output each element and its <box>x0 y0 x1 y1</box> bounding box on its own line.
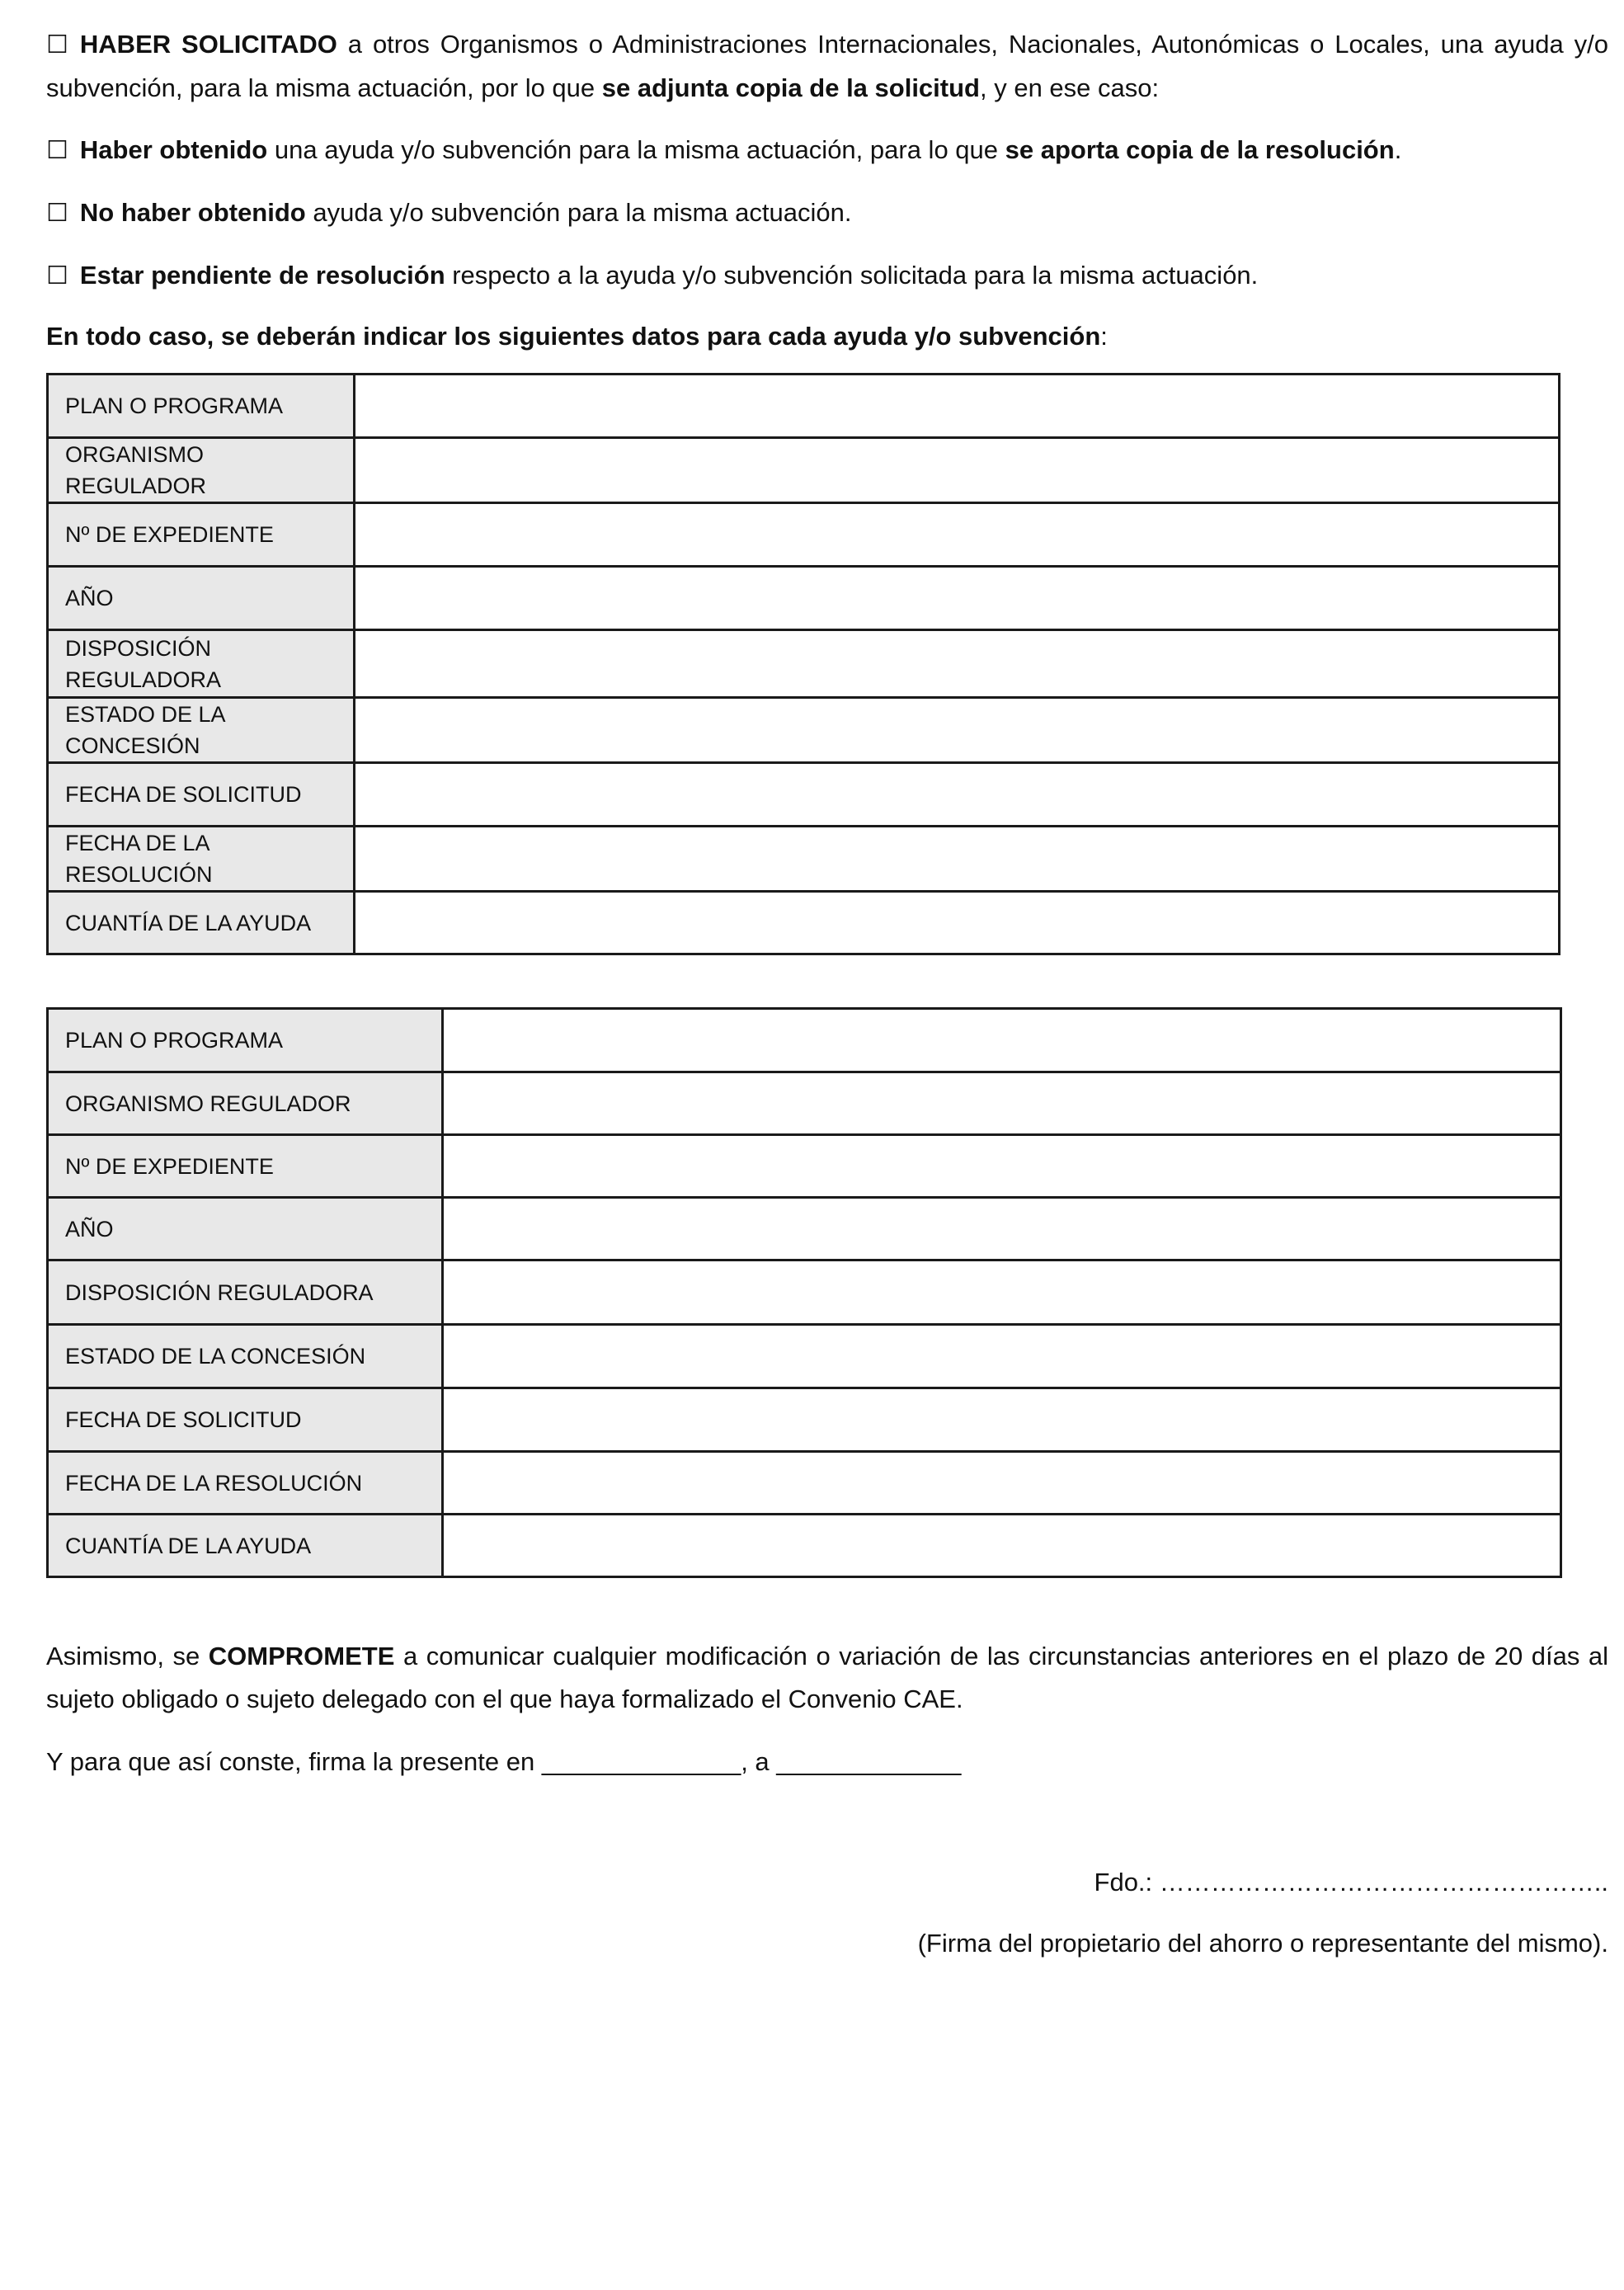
row-label: FECHA DE LA RESOLUCIÓN <box>48 827 355 892</box>
option-not-obtained-bold: No haber obtenido <box>79 198 306 227</box>
expediente-field[interactable] <box>355 503 1560 567</box>
row-label: DISPOSICIÓN REGULADORA <box>48 630 355 698</box>
cuantia-ayuda-field[interactable] <box>443 1515 1561 1577</box>
fecha-solicitud-field[interactable] <box>443 1388 1561 1452</box>
organismo-regulador-field[interactable] <box>443 1072 1561 1135</box>
table-row <box>48 1388 1561 1452</box>
intro-bold-1: HABER SOLICITADO <box>79 30 337 59</box>
row-label: PLAN O PROGRAMA <box>48 375 355 438</box>
table-row <box>48 827 1560 892</box>
table-row <box>48 1009 1561 1072</box>
row-label: AÑO <box>48 1198 443 1260</box>
aid-data-table-1 <box>46 373 1560 955</box>
disposicion-reguladora-field[interactable] <box>355 630 1560 698</box>
estado-concesion-field[interactable] <box>355 698 1560 763</box>
table-row <box>48 763 1560 827</box>
option-obtained <box>46 129 1608 172</box>
table-row <box>48 1198 1561 1260</box>
row-label: Nº DE EXPEDIENTE <box>48 1135 443 1198</box>
intro-text-2: , y en ese caso: <box>979 73 1160 102</box>
estado-concesion-field[interactable] <box>443 1325 1561 1388</box>
row-label: ORGANISMO REGULADOR <box>48 1072 443 1135</box>
option-not-obtained <box>46 191 1608 235</box>
intro-text-1: a otros Organismos o Administraciones Internacionales, Nacionales, Autonómicas o Locales, una ayuda y/o subvención, para la misma actuación, por lo que <box>46 30 1609 102</box>
option-obtained-bold: Haber obtenido <box>79 135 268 164</box>
table-row <box>48 1135 1561 1198</box>
table-row <box>48 1325 1561 1388</box>
option-pending <box>46 254 1608 298</box>
table-row <box>48 892 1560 954</box>
ano-field[interactable] <box>355 567 1560 630</box>
data-note-text: : <box>1100 322 1108 351</box>
row-label: DISPOSICIÓN REGULADORA <box>48 1260 443 1325</box>
option-pending-checkbox[interactable]: ☐ <box>46 262 68 290</box>
option-pending-bold: Estar pendiente de resolución <box>79 261 445 290</box>
commitment-paragraph <box>46 1635 1608 1721</box>
organismo-regulador-field[interactable] <box>355 438 1560 503</box>
row-label: ESTADO DE LA CONCESIÓN <box>48 698 355 763</box>
option-obtained-checkbox[interactable]: ☐ <box>46 136 68 165</box>
haber-solicitado-checkbox[interactable]: ☐ <box>46 31 68 59</box>
expediente-field[interactable] <box>443 1135 1561 1198</box>
table-row <box>48 1260 1561 1325</box>
commitment-text-1: Asimismo, se <box>46 1642 209 1670</box>
option-obtained-bold-2: se aporta copia de la resolución <box>1005 135 1395 164</box>
table-row <box>48 503 1560 567</box>
option-not-obtained-checkbox[interactable]: ☐ <box>46 199 68 228</box>
table-row <box>48 438 1560 503</box>
row-label: PLAN O PROGRAMA <box>48 1009 443 1072</box>
row-label: FECHA DE SOLICITUD <box>48 1388 443 1452</box>
intro-paragraph <box>46 23 1608 110</box>
table-row <box>48 1072 1561 1135</box>
signature-note: (Firma del propietario del ahorro o representante del mismo). <box>917 1929 1608 1958</box>
table-row <box>48 567 1560 630</box>
row-label: CUANTÍA DE LA AYUDA <box>48 892 355 954</box>
table-row <box>48 375 1560 438</box>
intro-bold-2: se adjunta copia de la solicitud <box>601 73 980 102</box>
option-pending-text: respecto a la ayuda y/o subvención solicitada para la misma actuación. <box>445 261 1259 290</box>
row-label: FECHA DE SOLICITUD <box>48 763 355 827</box>
row-label: AÑO <box>48 567 355 630</box>
data-note <box>46 315 1608 358</box>
row-label: Nº DE EXPEDIENTE <box>48 503 355 567</box>
table-row <box>48 1515 1561 1577</box>
cuantia-ayuda-field[interactable] <box>355 892 1560 954</box>
sign-place-date-line: Y para que así conste, firma la presente en ______________, a _____________ <box>46 1747 962 1776</box>
fdo-signature-line: Fdo.: …………………………………………….. <box>1094 1868 1608 1897</box>
plan-programa-field[interactable] <box>443 1009 1561 1072</box>
commitment-text-2: a comunicar cualquier modificación o variación de las circunstancias anteriores en el plazo de 20 días al sujeto obligado o sujeto delegado con el que haya formalizado el Convenio CAE. <box>46 1642 1608 1713</box>
disposicion-reguladora-field[interactable] <box>443 1260 1561 1325</box>
table-row <box>48 698 1560 763</box>
row-label: CUANTÍA DE LA AYUDA <box>48 1515 443 1577</box>
aid-data-table-2 <box>46 1007 1562 1578</box>
row-label: FECHA DE LA RESOLUCIÓN <box>48 1452 443 1515</box>
option-obtained-text: una ayuda y/o subvención para la misma actuación, para lo que <box>267 135 1005 164</box>
row-label: ESTADO DE LA CONCESIÓN <box>48 1325 443 1388</box>
fecha-resolucion-field[interactable] <box>355 827 1560 892</box>
option-obtained-text-2: . <box>1394 135 1402 164</box>
plan-programa-field[interactable] <box>355 375 1560 438</box>
ano-field[interactable] <box>443 1198 1561 1260</box>
commitment-bold: COMPROMETE <box>208 1642 395 1670</box>
fecha-resolucion-field[interactable] <box>443 1452 1561 1515</box>
row-label: ORGANISMO REGULADOR <box>48 438 355 503</box>
table-row <box>48 1452 1561 1515</box>
option-not-obtained-text: ayuda y/o subvención para la misma actuación. <box>305 198 852 227</box>
fecha-solicitud-field[interactable] <box>355 763 1560 827</box>
table-row <box>48 630 1560 698</box>
data-note-bold: En todo caso, se deberán indicar los siguientes datos para cada ayuda y/o subvención <box>46 322 1101 351</box>
